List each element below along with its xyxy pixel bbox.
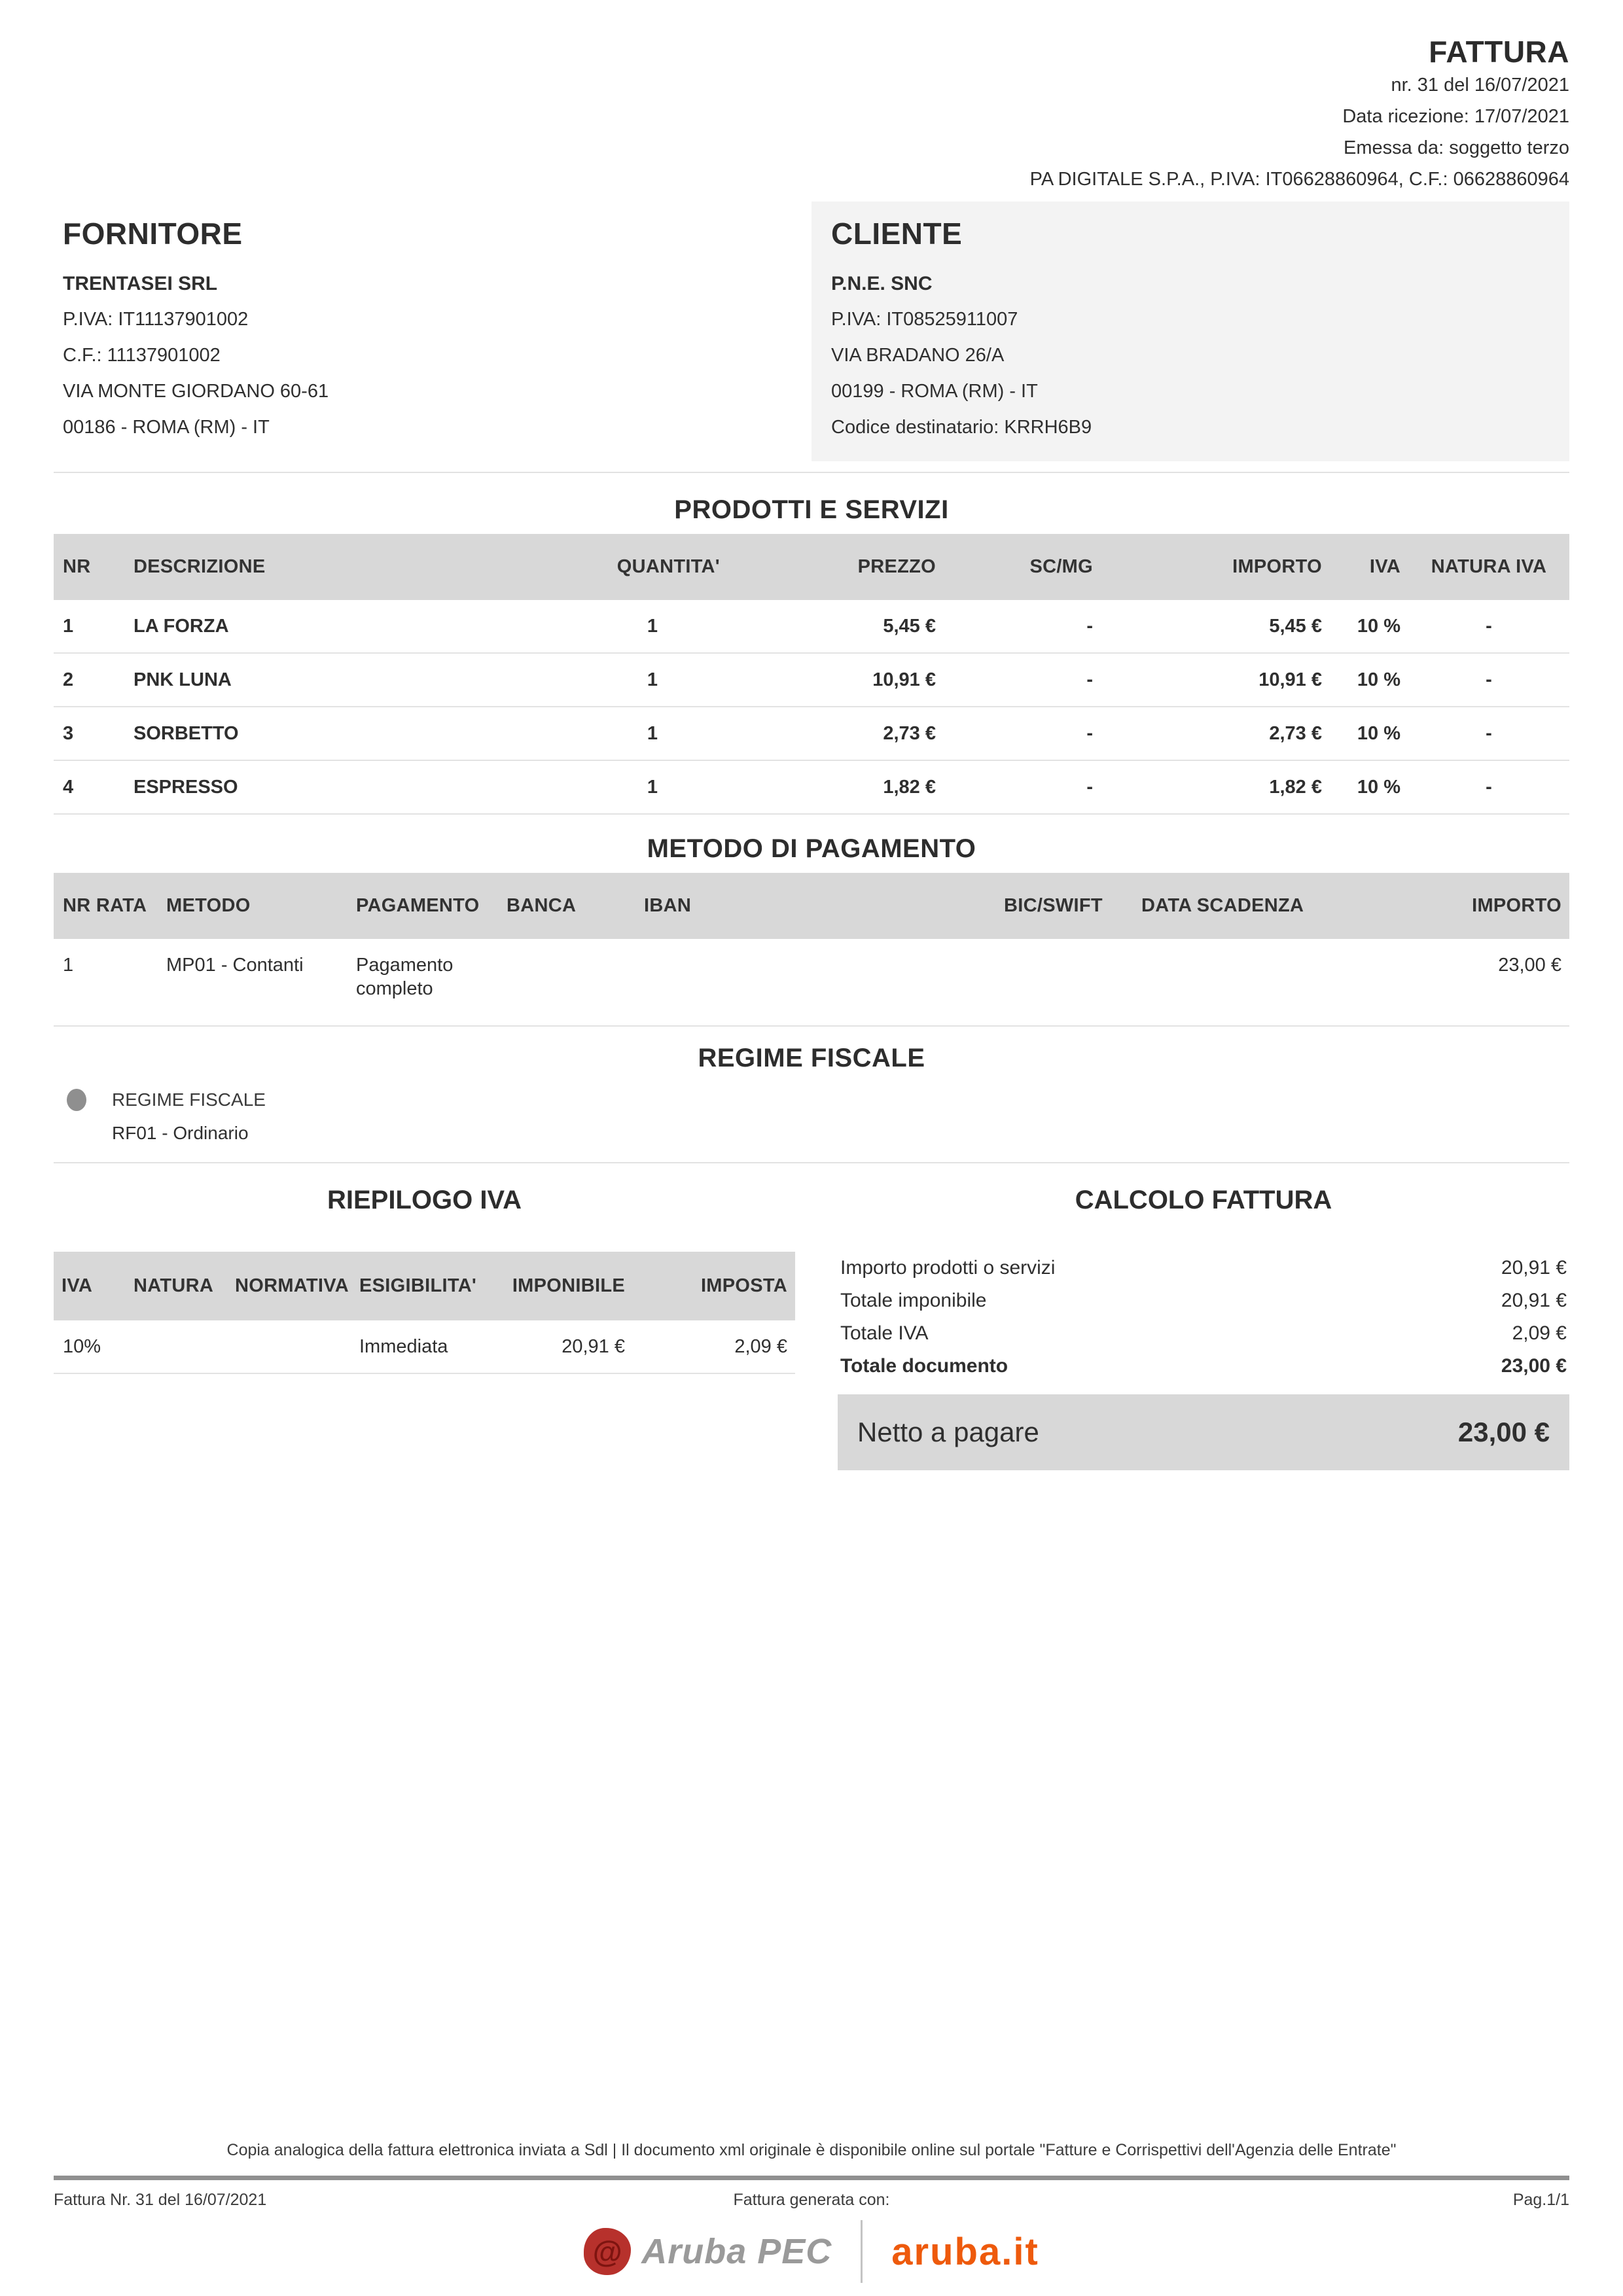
vat-summary-title: RIEPILOGO IVA	[327, 1186, 522, 1214]
supplier-fiscal-code: C.F.: 11137901002	[63, 345, 221, 366]
product-discount: -	[1086, 723, 1093, 744]
footer-divider-bar	[54, 2176, 1569, 2180]
calc-value: 2,09 €	[1512, 1322, 1567, 1344]
calc-value: 23,00 €	[1501, 1355, 1567, 1377]
footer-info-row	[54, 2191, 1569, 2210]
product-quantity: 1	[647, 616, 658, 637]
customer-block	[812, 202, 1569, 461]
product-price: 1,82 €	[883, 777, 936, 798]
product-amount: 5,45 €	[1269, 616, 1322, 637]
calc-row	[838, 1252, 1569, 1284]
col-imposta: IMPOSTA	[633, 1252, 795, 1320]
col-banca: BANCA	[499, 873, 636, 939]
col-bic-swift: BIC/SWIFT	[996, 873, 1133, 939]
footer-generated-with: Fattura generata con:	[733, 2191, 890, 2209]
payment-nr-rata: 1	[63, 955, 74, 976]
document-meta	[54, 69, 1569, 195]
invoice-calculation-title: CALCOLO FATTURA	[1075, 1186, 1332, 1214]
payment-section-title: METODO DI PAGAMENTO	[647, 834, 976, 863]
vat-nature	[126, 1320, 227, 1373]
section-divider	[54, 472, 1569, 473]
col-data-scadenza: DATA SCADENZA	[1133, 873, 1349, 939]
invoice-calculation-block	[838, 1176, 1569, 1470]
product-quantity: 1	[647, 777, 658, 798]
regime-section-title: REGIME FISCALE	[698, 1044, 925, 1072]
col-pagamento: PAGAMENTO	[348, 873, 499, 939]
footer-page-number: Pag.1/1	[1512, 2191, 1569, 2209]
col-prezzo: PREZZO	[728, 534, 944, 600]
payment-method: MP01 - Contanti	[166, 955, 304, 976]
footer-logos	[54, 2220, 1569, 2283]
product-nr: 4	[63, 777, 74, 798]
issued-by-line: Emessa da: soggetto terzo	[1344, 137, 1569, 158]
regime-item	[67, 1089, 1569, 1111]
customer-destination-code: Codice destinatario: KRRH6B9	[831, 417, 1092, 438]
product-vat-nature: -	[1486, 669, 1492, 690]
payment-iban	[636, 939, 996, 1015]
product-description: PNK LUNA	[134, 669, 232, 690]
vat-tax: 2,09 €	[734, 1336, 787, 1357]
page-footer	[54, 2141, 1569, 2283]
regime-value: RF01 - Ordinario	[112, 1123, 249, 1143]
product-vat-nature: -	[1486, 723, 1492, 744]
payment-bic	[996, 939, 1133, 1015]
customer-address: VIA BRADANO 26/A	[831, 345, 1005, 366]
aruba-pec-logo	[584, 2228, 832, 2275]
bullet-icon	[67, 1089, 86, 1111]
col-natura-iva: NATURA IVA	[1408, 534, 1569, 600]
net-payable-label: Netto a pagare	[857, 1417, 1039, 1447]
document-title: FATTURA	[1429, 35, 1569, 69]
section-divider	[54, 1162, 1569, 1163]
product-price: 2,73 €	[883, 723, 936, 744]
calc-label: Totale imponibile	[840, 1290, 987, 1311]
product-vat: 10 %	[1357, 723, 1400, 744]
vat-regulation	[227, 1320, 351, 1373]
calc-row	[838, 1284, 1569, 1317]
product-quantity: 1	[647, 669, 658, 690]
col-descrizione: DESCRIZIONE	[126, 534, 577, 600]
parties-section	[54, 202, 1569, 461]
product-nr: 3	[63, 723, 74, 744]
payment-type: Pagamento completo	[356, 955, 454, 999]
supplier-name: TRENTASEI SRL	[63, 273, 218, 294]
footer-invoice-ref: Fattura Nr. 31 del 16/07/2021	[54, 2191, 267, 2209]
col-imponibile: IMPONIBILE	[495, 1252, 633, 1320]
vat-summary-row	[54, 1320, 795, 1373]
payment-table	[54, 873, 1569, 1015]
calc-value: 20,91 €	[1501, 1290, 1567, 1311]
col-nr-rata: NR RATA	[54, 873, 158, 939]
col-esigibilita: ESIGIBILITA'	[351, 1252, 495, 1320]
vat-rate: 10%	[63, 1336, 101, 1357]
intermediary-line: PA DIGITALE S.P.A., P.IVA: IT06628860964, C.F.: 06628860964	[1029, 169, 1569, 190]
col-natura: NATURA	[126, 1252, 227, 1320]
col-metodo: METODO	[158, 873, 348, 939]
customer-heading: CLIENTE	[831, 217, 963, 251]
legal-note: Copia analogica della fattura elettronica inviata a Sdl | Il documento xml originale è disponibile online sul portale "Fatture e Corrispettivi dell'Agenzia delle Entrate"	[226, 2141, 1397, 2159]
vat-summary-table	[54, 1252, 795, 1374]
payment-due-date	[1133, 939, 1349, 1015]
calc-row	[838, 1317, 1569, 1350]
col-normativa: NORMATIVA	[227, 1252, 351, 1320]
net-payable-box	[838, 1394, 1569, 1470]
vat-chargeability: Immediata	[359, 1336, 448, 1357]
product-discount: -	[1086, 616, 1093, 637]
customer-vat: P.IVA: IT08525911007	[831, 309, 1018, 330]
vat-summary-block	[54, 1176, 795, 1470]
invoice-number-line: nr. 31 del 16/07/2021	[1391, 75, 1569, 96]
vat-summary-header-row	[54, 1252, 795, 1320]
products-table	[54, 534, 1569, 815]
col-iban: IBAN	[636, 873, 996, 939]
col-quantita: QUANTITA'	[577, 534, 728, 600]
calc-row-total	[838, 1350, 1569, 1383]
logo-divider	[861, 2220, 863, 2283]
product-row	[54, 760, 1569, 814]
supplier-city: 00186 - ROMA (RM) - IT	[63, 417, 270, 438]
payment-header-row	[54, 873, 1569, 939]
product-nr: 2	[63, 669, 74, 690]
regime-label: REGIME FISCALE	[112, 1089, 266, 1110]
product-vat-nature: -	[1486, 616, 1492, 637]
summary-section	[54, 1176, 1569, 1470]
col-iva: IVA	[1330, 534, 1408, 600]
product-discount: -	[1086, 669, 1093, 690]
product-quantity: 1	[647, 723, 658, 744]
payment-row	[54, 939, 1569, 1015]
col-scmg: SC/MG	[944, 534, 1101, 600]
product-description: LA FORZA	[134, 616, 229, 637]
product-vat: 10 %	[1357, 669, 1400, 690]
product-amount: 2,73 €	[1269, 723, 1322, 744]
product-row	[54, 707, 1569, 760]
calc-label: Importo prodotti o servizi	[840, 1257, 1056, 1279]
payment-bank	[499, 939, 636, 1015]
product-price: 10,91 €	[872, 669, 936, 690]
document-header	[54, 34, 1569, 195]
product-row	[54, 600, 1569, 653]
product-vat: 10 %	[1357, 616, 1400, 637]
supplier-block	[54, 202, 795, 461]
products-section-title: PRODOTTI E SERVIZI	[674, 495, 949, 524]
product-description: ESPRESSO	[134, 777, 238, 798]
product-row	[54, 653, 1569, 707]
customer-name: P.N.E. SNC	[831, 273, 933, 294]
calc-value: 20,91 €	[1501, 1257, 1567, 1279]
col-iva-rate: IVA	[54, 1252, 126, 1320]
product-amount: 10,91 €	[1258, 669, 1322, 690]
payment-amount: 23,00 €	[1498, 955, 1561, 976]
aruba-pec-logo-text: Aruba PEC	[641, 2232, 832, 2271]
product-vat-nature: -	[1486, 777, 1492, 798]
col-nr: NR	[54, 534, 126, 600]
reception-date-line: Data ricezione: 17/07/2021	[1342, 106, 1569, 127]
supplier-heading: FORNITORE	[63, 217, 243, 251]
product-vat: 10 %	[1357, 777, 1400, 798]
section-divider	[54, 1025, 1569, 1027]
product-nr: 1	[63, 616, 74, 637]
net-payable-value: 23,00 €	[1457, 1417, 1550, 1447]
product-discount: -	[1086, 777, 1093, 798]
product-description: SORBETTO	[134, 723, 239, 744]
supplier-vat: P.IVA: IT11137901002	[63, 309, 249, 330]
customer-city: 00199 - ROMA (RM) - IT	[831, 381, 1038, 402]
calc-label: Totale IVA	[840, 1322, 929, 1344]
product-amount: 1,82 €	[1269, 777, 1322, 798]
col-importo-pagamento: IMPORTO	[1349, 873, 1569, 939]
col-importo: IMPORTO	[1101, 534, 1330, 600]
aruba-it-logo: aruba.it	[891, 2230, 1039, 2273]
vat-taxable: 20,91 €	[562, 1336, 625, 1357]
wax-seal-at-icon: @	[584, 2228, 631, 2275]
product-price: 5,45 €	[883, 616, 936, 637]
calc-label: Totale documento	[840, 1355, 1008, 1377]
products-header-row	[54, 534, 1569, 600]
supplier-address: VIA MONTE GIORDANO 60-61	[63, 381, 329, 402]
